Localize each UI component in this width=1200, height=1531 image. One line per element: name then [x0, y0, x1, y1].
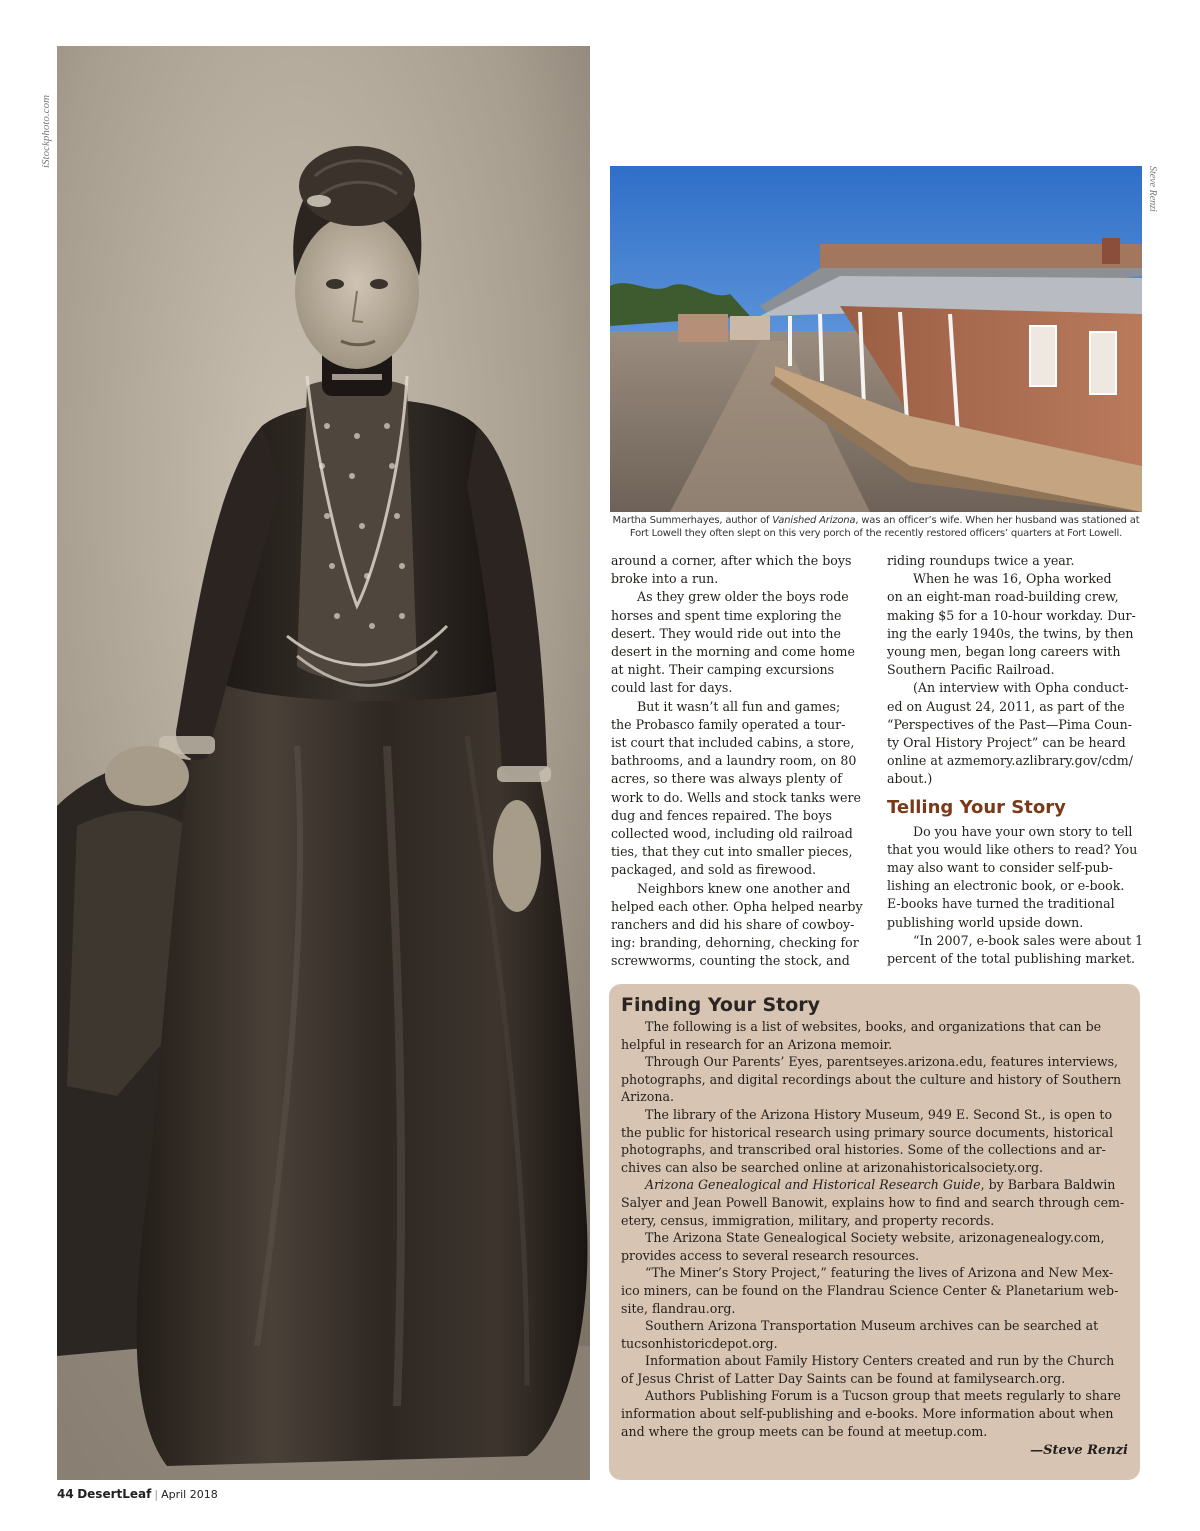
- paragraph: [887, 679, 1149, 788]
- text-line: (An interview with Opha conduct-: [913, 680, 1129, 696]
- finding-your-story-sidebar: [609, 984, 1140, 1480]
- text-line: site, flandrau.org.: [621, 1300, 736, 1316]
- text-line: online at azmemory.azlibrary.gov/cdm/: [887, 753, 1133, 769]
- text-line: Neighbors knew one another and: [637, 880, 851, 896]
- text-line: Information about Family History Centers created and run by the Church: [645, 1353, 1115, 1369]
- text-line: broke into a run.: [611, 571, 719, 587]
- magazine-name: DesertLeaf: [77, 1487, 152, 1501]
- text-line: The Arizona State Genealogical Society website, arizonagenealogy.com,: [645, 1230, 1105, 1246]
- text-line: lishing an electronic book, or e-book.: [887, 878, 1125, 894]
- text-line: helpful in research for an Arizona memoir.: [621, 1036, 893, 1052]
- text-line: “Perspectives of the Past—Pima Coun-: [887, 716, 1133, 732]
- text-line: ing: branding, dehorning, checking for: [611, 935, 859, 951]
- sidebar-paragraph: [621, 1387, 1128, 1440]
- sidebar-paragraph: [621, 1018, 1128, 1053]
- paragraph: [887, 932, 1149, 968]
- sidebar-paragraph: [621, 1176, 1128, 1229]
- paragraph: [887, 823, 1149, 932]
- text-line: publishing world upside down.: [887, 914, 1084, 930]
- text-line: could last for days.: [611, 680, 733, 696]
- page-folio: [57, 1487, 218, 1501]
- text-line: and where the group meets can be found at meetup.com.: [621, 1423, 988, 1439]
- text-line: Do you have your own story to tell: [913, 823, 1133, 839]
- text-line: young men, began long careers with: [887, 644, 1121, 660]
- fort-lowell-officers-quarters-photo: [610, 166, 1142, 512]
- text-line: packaged, and sold as firewood.: [611, 862, 817, 878]
- text-line: ing the early 1940s, the twins, by then: [887, 625, 1134, 641]
- text-line: “The Miner’s Story Project,” featuring the lives of Arizona and New Mex-: [645, 1265, 1114, 1281]
- sidebar-paragraph: [621, 1106, 1128, 1176]
- text-line: the public for historical research using primary source documents, historical: [621, 1124, 1114, 1140]
- text-line: ty Oral History Project” can be heard: [887, 735, 1126, 751]
- text-line: ist court that included cabins, a store,: [611, 735, 855, 751]
- text-line: screwworms, counting the stock, and: [611, 953, 850, 969]
- text-line: the Probasco family operated a tour-: [611, 716, 846, 732]
- text-line: As they grew older the boys rode: [637, 589, 849, 605]
- article-column-right: [887, 552, 1149, 968]
- text-line: Through Our Parents’ Eyes, parentseyes.arizona.edu, features interviews,: [645, 1054, 1119, 1070]
- text-line: that you would like others to read? You: [887, 841, 1138, 857]
- text-line: dug and fences repaired. The boys: [611, 807, 832, 823]
- text-line: percent of the total publishing market.: [887, 951, 1136, 967]
- text-line: ties, that they cut into smaller pieces,: [611, 844, 853, 860]
- text-line: The library of the Arizona History Museum, 949 E. Second St., is open to: [645, 1106, 1113, 1122]
- photo-credit-istock: iStockphoto.com: [40, 94, 52, 168]
- paragraph: [887, 552, 1149, 570]
- sidebar-body: [621, 1018, 1128, 1460]
- sidebar-title: Finding Your Story: [621, 994, 821, 1016]
- issue-date: April 2018: [161, 1488, 218, 1501]
- text-line: helped each other. Opha helped nearby: [611, 898, 863, 914]
- text-line: bathrooms, and a laundry room, on 80: [611, 753, 857, 769]
- text-line: at night. Their camping excursions: [611, 662, 835, 678]
- text-line: tucsonhistoricdepot.org.: [621, 1335, 778, 1351]
- text-line: desert in the morning and come home: [611, 644, 855, 660]
- text-line: Arizona.: [621, 1089, 674, 1105]
- paragraph: [611, 698, 873, 880]
- text-line: around a corner, after which the boys: [611, 553, 852, 568]
- sidebar-paragraph: [621, 1053, 1128, 1106]
- photo-credit-renzi: Steve Renzi: [1147, 166, 1158, 212]
- text-line: Southern Pacific Railroad.: [887, 662, 1055, 678]
- text-line: may also want to consider self-pub-: [887, 860, 1113, 876]
- photo-caption: [610, 514, 1142, 540]
- section-heading-telling-your-story: Telling Your Story: [887, 796, 1066, 818]
- page-number: 44: [57, 1487, 74, 1501]
- sidebar-paragraph: [621, 1317, 1128, 1352]
- text-line: ranchers and did his share of cowboy-: [611, 917, 855, 933]
- text-line: about.): [887, 771, 933, 787]
- text-line: work to do. Wells and stock tanks were: [611, 789, 861, 805]
- caption-book-title: Vanished Arizona: [772, 515, 856, 526]
- caption-text-start: Martha Summerhayes, author of: [612, 515, 773, 526]
- text-line: etery, census, immigration, military, and property records.: [621, 1212, 995, 1228]
- text-line: collected wood, including old railroad: [611, 826, 853, 842]
- caption-text-end: , was an officer’s wife. When her husband was stationed at Fort Lowell they often slept on this very porch of the recently restored officers’ quarters at Fort Lowell.: [629, 515, 1140, 539]
- text-line: Southern Arizona Transportation Museum archives can be searched at: [645, 1318, 1099, 1334]
- paragraph: [611, 588, 873, 697]
- text-line: photographs, and digital recordings about the culture and history of Southern: [621, 1071, 1122, 1087]
- text-line: making $5 for a 10-hour workday. Dur-: [887, 607, 1136, 623]
- text-line: horses and spent time exploring the: [611, 607, 842, 623]
- victorian-woman-portrait-photo: [57, 46, 590, 1480]
- sidebar-paragraph: [621, 1352, 1128, 1387]
- paragraph: [611, 880, 873, 971]
- text-line: of Jesus Christ of Latter Day Saints can be found at familysearch.org.: [621, 1370, 1066, 1386]
- text-line: Authors Publishing Forum is a Tucson group that meets regularly to share: [645, 1388, 1121, 1404]
- sidebar-paragraph: [621, 1264, 1128, 1317]
- sidebar-paragraph: [621, 1229, 1128, 1264]
- text-line: But it wasn’t all fun and games;: [637, 698, 841, 714]
- text-line: Salyer and Jean Powell Banowit, explains how to find and search through cem-: [621, 1194, 1125, 1210]
- text-line: riding roundups twice a year.: [887, 553, 1075, 568]
- text-line: E-books have turned the traditional: [887, 896, 1115, 912]
- book-title: Arizona Genealogical and Historical Research Guide: [645, 1177, 981, 1193]
- text-line: on an eight-man road-building crew,: [887, 589, 1119, 605]
- text-line: acres, so there was always plenty of: [611, 771, 842, 787]
- text-line: “In 2007, e-book sales were about 1: [913, 932, 1144, 948]
- text-line: desert. They would ride out into the: [611, 625, 841, 641]
- text-line: The following is a list of websites, books, and organizations that can be: [645, 1019, 1102, 1034]
- paragraph: [887, 570, 1149, 679]
- article-column-left: [611, 552, 873, 971]
- text-line: photographs, and transcribed oral histories. Some of the collections and ar-: [621, 1142, 1106, 1158]
- folio-separator: |: [154, 1488, 159, 1501]
- text-line: ico miners, can be found on the Flandrau Science Center & Planetarium web-: [621, 1282, 1119, 1298]
- text-line: , by Barbara Baldwin: [980, 1177, 1116, 1193]
- text-line: When he was 16, Opha worked: [913, 571, 1112, 587]
- text-line: information about self-publishing and e-books. More information about when: [621, 1406, 1114, 1422]
- text-line: chives can also be searched online at arizonahistoricalsociety.org.: [621, 1159, 1044, 1175]
- text-line: provides access to several research resources.: [621, 1247, 920, 1263]
- text-line: ed on August 24, 2011, as part of the: [887, 698, 1125, 714]
- paragraph: [611, 552, 873, 588]
- author-signature: —Steve Renzi: [1030, 1443, 1128, 1459]
